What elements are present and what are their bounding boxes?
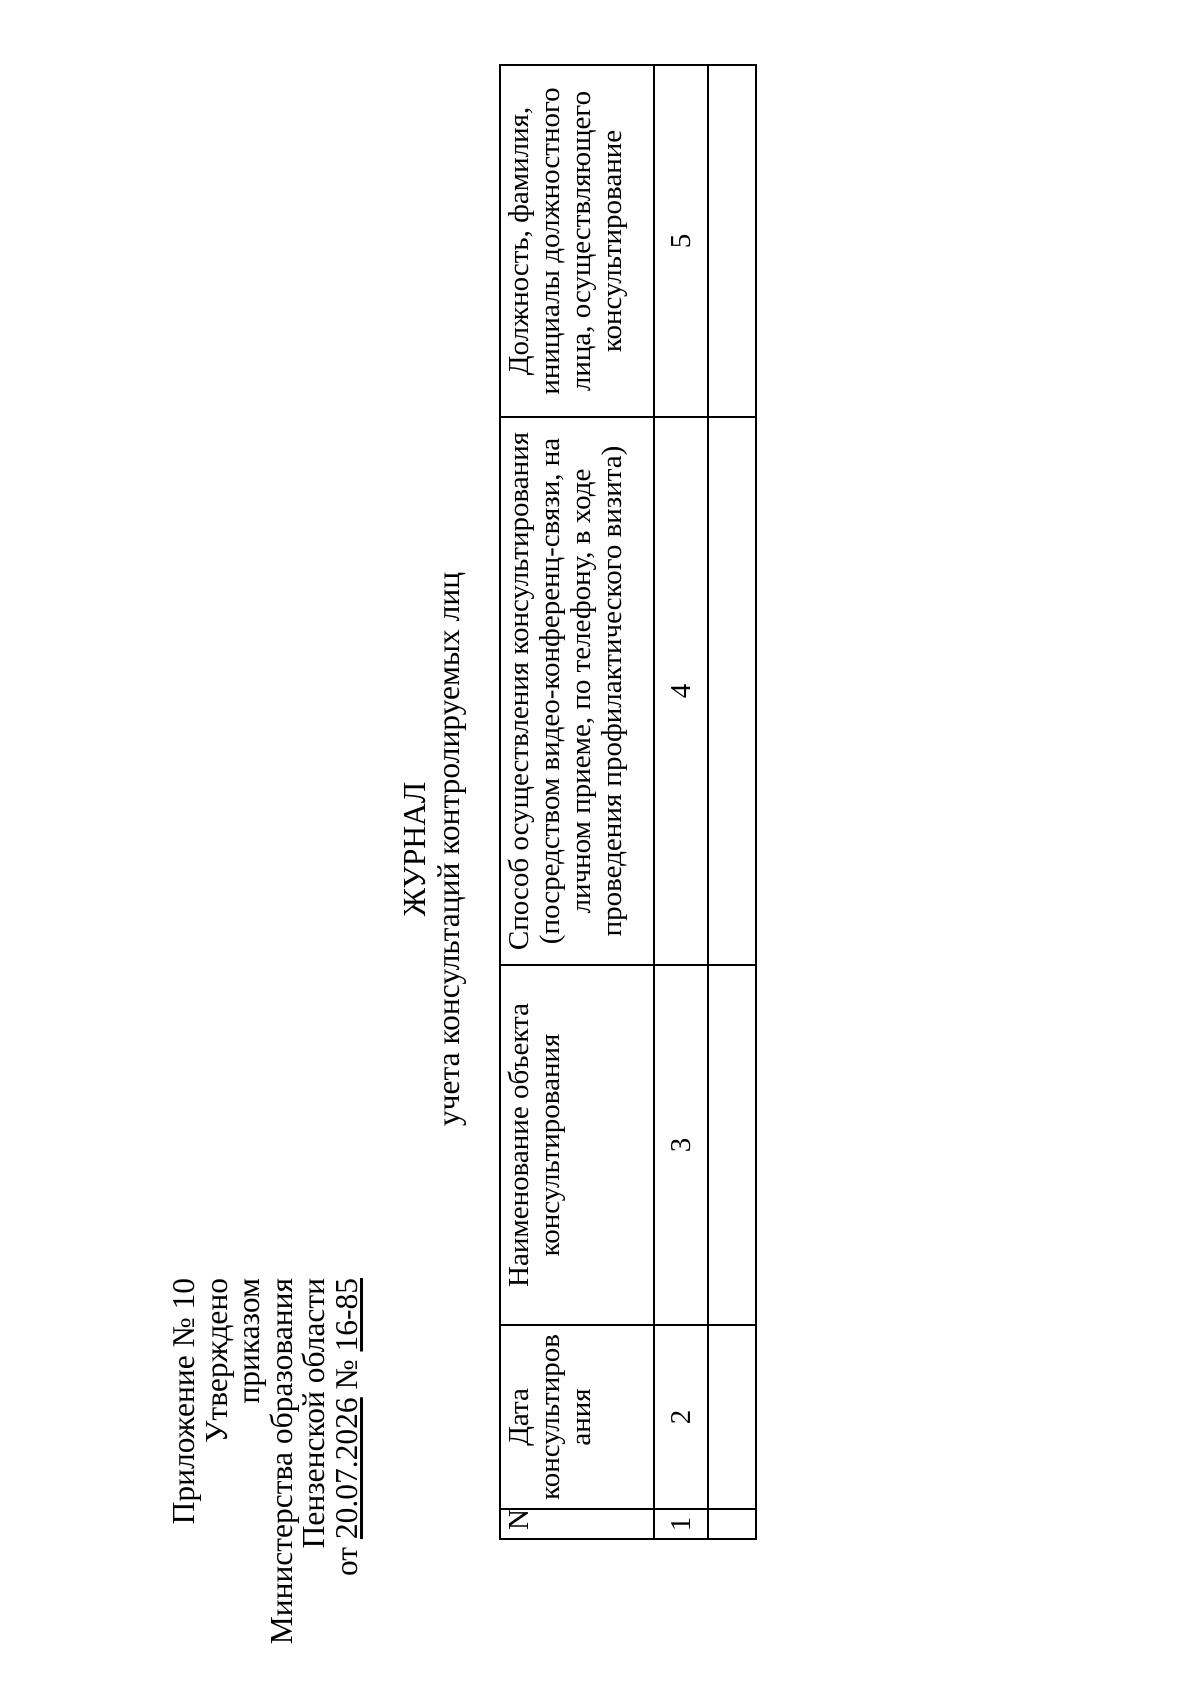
table-header-row bbox=[500, 65, 654, 1539]
column-number-cell: 4 bbox=[654, 417, 708, 965]
journal-title: ЖУРНАЛ bbox=[397, 781, 432, 917]
header-cell-method: Способ осуществления консультирования (посредством видео-конференц-связи, на личном приеме, по телефону, в ходе проведения профилактического визита) bbox=[500, 417, 654, 965]
order-date-line bbox=[328, 1278, 364, 1644]
approval-block bbox=[168, 1278, 363, 1644]
approved-label: Утверждено bbox=[198, 1278, 234, 1443]
column-number-row bbox=[654, 65, 708, 1539]
table-cell bbox=[708, 965, 756, 1325]
column-number-cell: 5 bbox=[654, 65, 708, 417]
column-number-cell: 2 bbox=[654, 1325, 708, 1509]
ministry-name: Министерства образования bbox=[263, 1278, 299, 1645]
column-number-cell: 3 bbox=[654, 965, 708, 1325]
header-cell-object: Наименование объекта консультирования bbox=[500, 965, 654, 1325]
table-row bbox=[708, 65, 756, 1539]
consultation-journal-table bbox=[499, 64, 757, 1540]
header-cell-official: Должность, фамилия, инициалы должностного лица, осуществляющего консультирование bbox=[500, 65, 654, 417]
date-prefix: от bbox=[328, 1546, 364, 1577]
region-name: Пензенской области bbox=[296, 1278, 331, 1549]
document-title bbox=[398, 0, 466, 1698]
column-number-cell: 1 bbox=[654, 1509, 708, 1539]
header-cell-n: N bbox=[500, 1509, 654, 1539]
appendix-number: Приложение № 10 bbox=[166, 1278, 201, 1525]
order-date: 20.07.2026 bbox=[328, 1397, 364, 1540]
header-cell-date: Дата консультиров ания bbox=[500, 1325, 654, 1509]
journal-subtitle: учета консультаций контролируемых лиц bbox=[431, 571, 466, 1127]
number-prefix: № bbox=[328, 1359, 364, 1390]
table-cell bbox=[708, 65, 756, 417]
table-cell bbox=[708, 1509, 756, 1539]
table-cell bbox=[708, 417, 756, 965]
table-cell bbox=[708, 1325, 756, 1509]
order-number: 16-85 bbox=[328, 1278, 364, 1352]
by-order-label: приказом bbox=[231, 1278, 266, 1404]
